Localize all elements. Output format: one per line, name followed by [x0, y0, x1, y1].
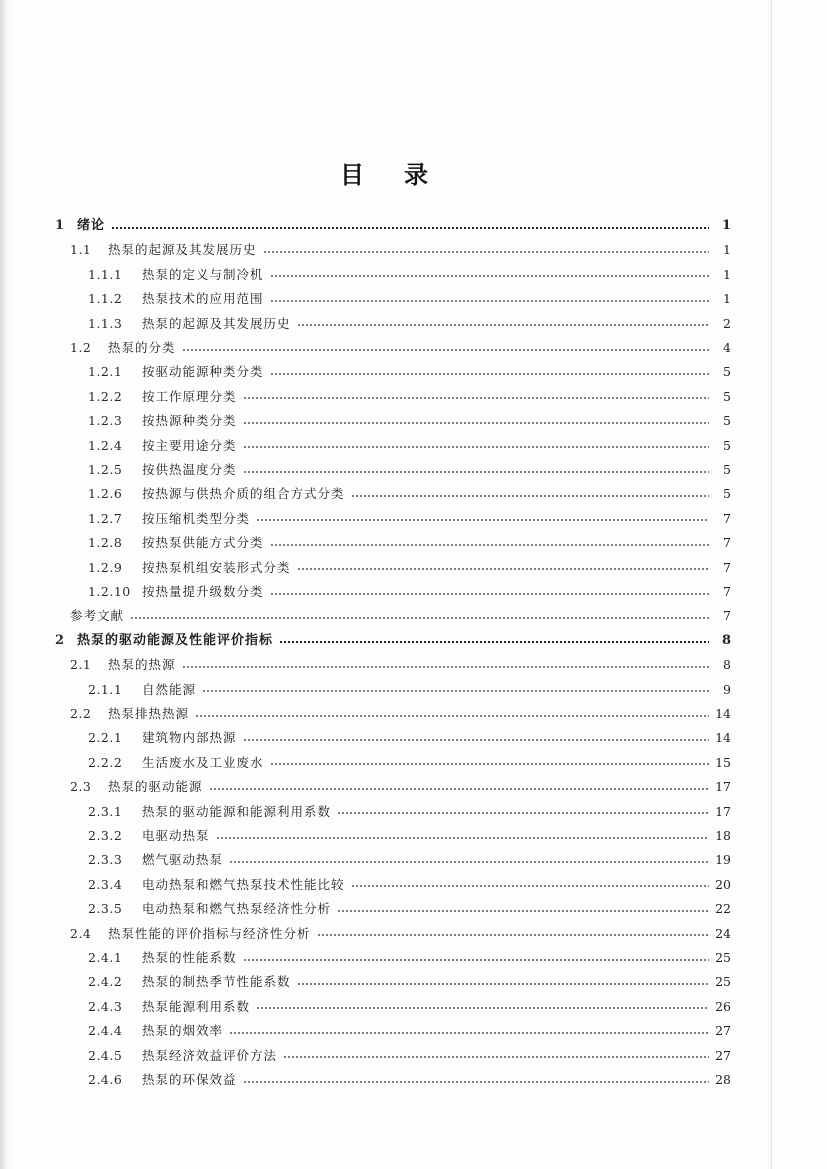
toc-entry-page-number: 25	[715, 974, 731, 990]
toc-entry	[70, 336, 731, 360]
toc-entry	[88, 970, 731, 994]
toc-entry	[88, 946, 731, 970]
toc-entry-title: 电动热泵和燃气热泵技术性能比较	[142, 876, 345, 892]
toc-entry-title: 生活废水及工业废水	[142, 754, 264, 770]
toc-entry-number: 2.4.2	[88, 974, 123, 990]
toc-entry-number: 1.2.9	[88, 559, 123, 575]
toc-entry-title: 自然能源	[142, 681, 197, 697]
toc-entry-title: 参考文献	[70, 608, 125, 624]
toc-entry-title: 按供热温度分类	[142, 462, 237, 477]
dot-leader	[243, 471, 709, 473]
toc-entry-page-number: 19	[715, 852, 731, 868]
toc-entry-page-number: 8	[721, 632, 731, 648]
dot-leader	[297, 324, 709, 326]
toc-entry	[88, 1044, 731, 1068]
toc-entry-page-number: 7	[723, 535, 731, 551]
toc-entry	[88, 995, 731, 1019]
toc-entry-title: 按热源与供热介质的组合方式分类	[142, 486, 345, 502]
dot-leader	[317, 934, 709, 936]
toc-entry-number: 1.2.10	[88, 584, 131, 599]
toc-entry-page-number: 24	[715, 925, 731, 941]
toc-entry	[88, 751, 731, 775]
dot-leader	[337, 910, 709, 912]
toc-entry-page-number: 7	[723, 510, 731, 526]
dot-leader	[256, 519, 709, 521]
toc-entry-page-number: 15	[715, 754, 731, 770]
dot-leader	[243, 446, 709, 448]
toc-entry-title: 热泵性能的评价指标与经济性分析	[108, 925, 311, 941]
toc-entry-title: 电动热泵和燃气热泵经济性分析	[142, 901, 332, 917]
dot-leader	[351, 885, 709, 887]
toc-entry-number: 2.2	[70, 706, 92, 721]
toc-entry-title: 热泵的驱动能源及性能评价指标	[77, 632, 274, 648]
toc-entry-page-number: 14	[715, 730, 731, 746]
toc-entry-page-number: 27	[715, 1047, 731, 1063]
dot-leader	[270, 763, 709, 765]
toc-entry-page-number: 28	[715, 1072, 731, 1087]
toc-entry-title: 热泵的驱动能源和能源利用系数	[142, 803, 332, 819]
toc-entry-number: 1.2.6	[88, 486, 123, 502]
toc-entry-title: 热泵的分类	[108, 340, 176, 355]
toc-entry-title: 热泵的定义与制冷机	[142, 266, 264, 282]
toc-entry	[88, 1068, 731, 1092]
toc-entry-number: 2.3.1	[88, 803, 123, 819]
dot-leader	[270, 300, 709, 302]
toc-entry-number: 2.4.5	[88, 1047, 123, 1063]
toc-entry-title: 燃气驱动热泵	[142, 852, 224, 868]
toc-entry	[88, 678, 731, 702]
dot-leader	[243, 422, 709, 424]
toc-entry-page-number: 5	[723, 462, 731, 477]
page-title	[340, 157, 428, 193]
toc-entry-page-number: 5	[723, 388, 731, 404]
page-title-char-2: 录	[404, 161, 428, 189]
toc-entry-title: 按热源种类分类	[142, 413, 237, 429]
dot-leader	[243, 959, 709, 961]
dot-leader	[216, 837, 709, 839]
toc-entry-title: 按热泵机组安装形式分类	[142, 559, 291, 575]
toc-entry-title: 按主要用途分类	[142, 437, 237, 453]
toc-entry-page-number: 27	[715, 1023, 731, 1039]
toc-entry-page-number: 1	[723, 242, 731, 258]
toc-entry-number: 1.2	[70, 340, 92, 355]
toc-entry-number: 2.3.4	[88, 876, 123, 892]
toc-entry-title: 热泵的起源及其发展历史	[108, 242, 257, 258]
toc-entry-number: 2.2.2	[88, 754, 123, 770]
toc-entry-page-number: 5	[723, 437, 731, 453]
dot-leader	[130, 617, 709, 619]
toc-entry-number: 2.4	[70, 925, 92, 941]
toc-entry-number: 1.2.5	[88, 462, 123, 477]
dot-leader	[270, 544, 709, 546]
toc-entry	[70, 653, 731, 677]
toc-entry-title: 热泵的烟效率	[142, 1023, 224, 1039]
toc-entry-title: 绪论	[77, 218, 106, 233]
dot-leader	[209, 788, 709, 790]
dot-leader	[229, 1032, 709, 1034]
dot-leader	[202, 690, 709, 692]
toc-entry-page-number: 25	[715, 950, 731, 965]
toc-entry	[70, 238, 731, 262]
toc-entry	[88, 824, 731, 848]
dot-leader	[182, 666, 709, 668]
toc-entry-number: 1.1	[70, 242, 92, 258]
page-title-char-1: 目	[340, 161, 364, 189]
toc-entry-page-number: 9	[723, 681, 731, 697]
dot-leader	[243, 1081, 709, 1083]
toc-entry-page-number: 26	[715, 998, 731, 1014]
dot-leader	[256, 1007, 709, 1009]
toc-entry-page-number: 7	[723, 559, 731, 575]
toc-entry-page-number: 17	[715, 803, 731, 819]
toc-entry	[70, 775, 731, 799]
toc-entry-page-number: 20	[715, 876, 731, 892]
dot-leader	[111, 227, 709, 229]
toc-entry-number: 1.2.7	[88, 510, 123, 526]
toc-entry-title: 热泵的起源及其发展历史	[142, 315, 291, 331]
toc-entry-title: 按热量提升级数分类	[142, 584, 264, 599]
toc-entry-number: 1.2.1	[88, 364, 123, 380]
toc-entry	[88, 385, 731, 409]
toc-entry-page-number: 14	[715, 706, 731, 721]
toc-entry-number: 1.1.3	[88, 315, 123, 331]
dot-leader	[297, 983, 709, 985]
toc-entry-page-number: 1	[721, 218, 731, 233]
toc-entry	[88, 458, 731, 482]
toc-entry-title: 按热泵供能方式分类	[142, 535, 264, 551]
toc-entry-title: 按工作原理分类	[142, 388, 237, 404]
dot-leader	[182, 349, 709, 351]
toc-entry-page-number: 4	[723, 340, 731, 355]
toc-entry-page-number: 1	[723, 266, 731, 282]
toc-entry	[88, 800, 731, 824]
toc-entry	[88, 848, 731, 872]
toc-entry-page-number: 17	[715, 779, 731, 795]
toc-entry-title: 电驱动热泵	[142, 828, 210, 843]
toc-entry	[88, 507, 731, 531]
toc-entry-number: 2.3.5	[88, 901, 123, 917]
toc-entry	[70, 604, 731, 628]
toc-entry-number: 1.2.2	[88, 388, 123, 404]
toc-entry-number: 1.2.8	[88, 535, 123, 551]
toc-entry	[70, 922, 731, 946]
toc-entry	[88, 409, 731, 433]
toc-entry	[88, 482, 731, 506]
toc-entry-number: 1	[55, 218, 65, 233]
toc-entry-title: 按压缩机类型分类	[142, 510, 251, 526]
dot-leader	[337, 812, 709, 814]
toc-entry-number: 2.2.1	[88, 730, 123, 746]
dot-leader	[243, 397, 709, 399]
toc-entry-number: 2.1	[70, 657, 92, 673]
toc-entry-title: 热泵经济效益评价方法	[142, 1047, 278, 1063]
toc-chapter-entry	[55, 214, 731, 238]
toc-entry-title: 热泵技术的应用范围	[142, 291, 264, 307]
toc-entry	[88, 263, 731, 287]
toc-entry-page-number: 5	[723, 413, 731, 429]
toc-entry	[88, 580, 731, 604]
toc-entry	[88, 531, 731, 555]
toc-entry-title: 热泵能源利用系数	[142, 998, 251, 1014]
toc-entry	[88, 287, 731, 311]
page-right-rule	[771, 0, 772, 1169]
toc-entry-page-number: 8	[723, 657, 731, 673]
toc-entry-title: 按驱动能源种类分类	[142, 364, 264, 380]
dot-leader	[297, 568, 709, 570]
toc-entry-number: 2	[55, 632, 65, 648]
toc-entry	[88, 873, 731, 897]
toc-entry-page-number: 22	[715, 901, 731, 917]
toc-entry-title: 热泵排热热源	[108, 706, 190, 721]
dot-leader	[270, 275, 709, 277]
toc-entry-number: 2.4.4	[88, 1023, 123, 1039]
dot-leader	[195, 715, 709, 717]
toc-entry	[88, 312, 731, 336]
toc-entry	[88, 556, 731, 580]
dot-leader	[279, 641, 709, 643]
toc-entry-title: 建筑物内部热源	[142, 730, 237, 746]
dot-leader	[270, 593, 709, 595]
toc-entry-number: 2.3	[70, 779, 92, 795]
toc-entry-title: 热泵的性能系数	[142, 950, 237, 965]
dot-leader	[243, 739, 709, 741]
toc-entry-number: 2.3.2	[88, 828, 123, 843]
toc-entry-title: 热泵的热源	[108, 657, 176, 673]
toc-entry	[88, 726, 731, 750]
page-left-edge-shadow	[0, 0, 10, 1169]
toc-entry-number: 2.3.3	[88, 852, 123, 868]
toc-entry-number: 1.2.4	[88, 437, 123, 453]
toc-entry-number: 2.4.1	[88, 950, 123, 965]
toc-entry-number: 1.1.1	[88, 266, 123, 282]
toc-entry-page-number: 18	[715, 828, 731, 843]
toc-entry	[88, 360, 731, 384]
toc-entry-number: 2.4.3	[88, 998, 123, 1014]
toc-entry-number: 1.2.3	[88, 413, 123, 429]
dot-leader	[351, 495, 709, 497]
toc-entry-number: 2.4.6	[88, 1072, 123, 1087]
toc-chapter-entry	[55, 629, 731, 653]
dot-leader	[283, 1056, 709, 1058]
toc-entry-title: 热泵的环保效益	[142, 1072, 237, 1087]
toc-entry	[70, 702, 731, 726]
toc-entry-page-number: 7	[723, 608, 731, 624]
toc-entry-title: 热泵的制热季节性能系数	[142, 974, 291, 990]
toc-entry-title: 热泵的驱动能源	[108, 779, 203, 795]
toc-entry-number: 1.1.2	[88, 291, 123, 307]
toc-entry-page-number: 5	[723, 364, 731, 380]
dot-leader	[229, 861, 709, 863]
toc-entry-page-number: 5	[723, 486, 731, 502]
dot-leader	[270, 373, 709, 375]
toc-entry-number: 2.1.1	[88, 681, 123, 697]
toc-entry	[88, 1019, 731, 1043]
toc-entry-page-number: 1	[723, 291, 731, 307]
dot-leader	[263, 251, 709, 253]
toc-entry-page-number: 2	[723, 315, 731, 331]
toc-entry	[88, 434, 731, 458]
toc-entry	[88, 897, 731, 921]
toc-entry-page-number: 7	[723, 584, 731, 599]
